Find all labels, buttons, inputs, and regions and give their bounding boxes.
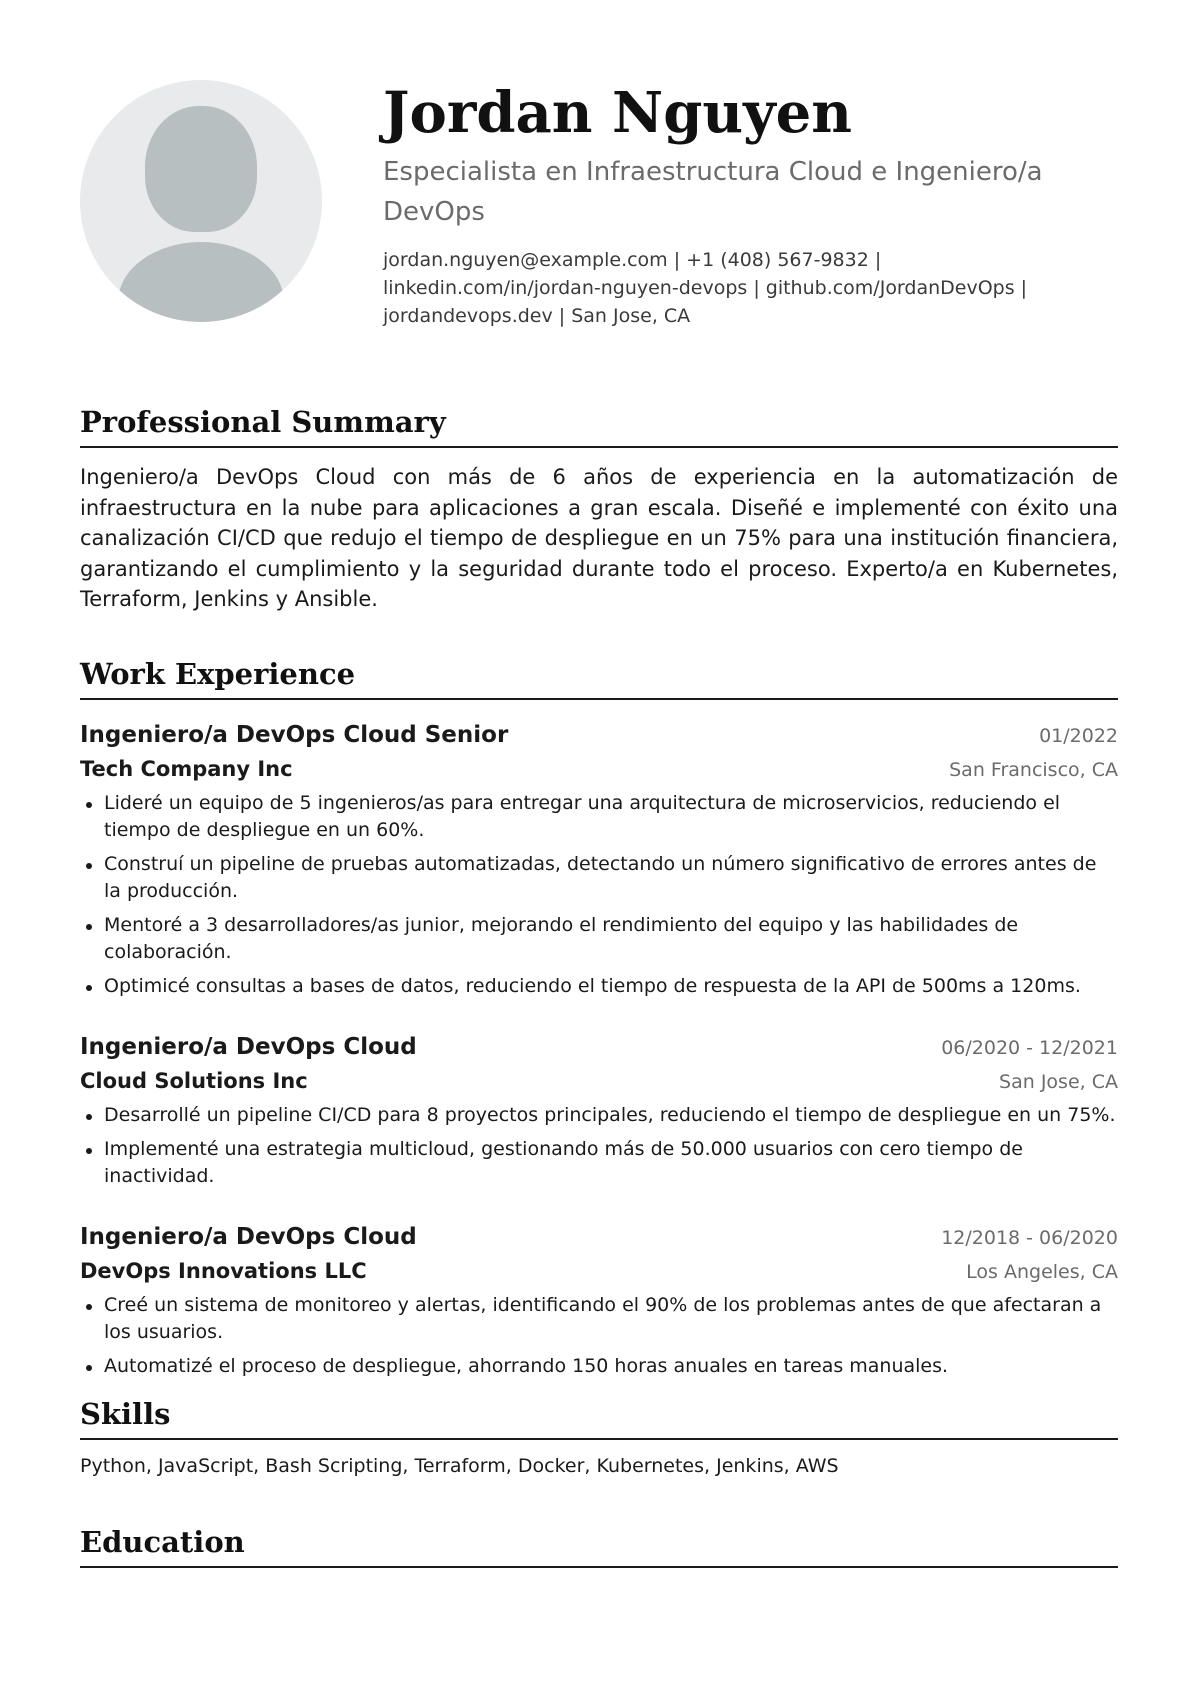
bullet-item: Lideré un equipo de 5 ingenieros/as para entregar una arquitectura de microservicios, reduciendo el tiempo de despliegue en un 60%. xyxy=(80,790,1118,844)
bullet-item: Desarrollé un pipeline CI/CD para 8 proyectos principales, reduciendo el tiempo de despliegue en un 75%. xyxy=(80,1102,1118,1129)
job-location: Los Angeles, CA xyxy=(966,1261,1118,1283)
job-entry xyxy=(80,1030,1118,1190)
job-location: San Jose, CA xyxy=(999,1071,1118,1093)
summary-text: Ingeniero/a DevOps Cloud con más de 6 años de experiencia en la automatización de infraestructura en la nube para aplicaciones a gran escala. Diseñé e implementé con éxito una canalización CI/CD que redujo el tiempo de despliegue en un 75% para una institución financiera, garantizando el cumplimiento y la seguridad durante todo el proceso. Experto/a en Kubernetes, Terraform, Jenkins y Ansible. xyxy=(80,465,1118,611)
contact-line: jordandevops.dev | San Jose, CA xyxy=(383,305,691,327)
avatar-head-shape xyxy=(145,106,257,232)
bullet-item: Automatizé el proceso de despliegue, ahorrando 150 horas anuales en tareas manuales. xyxy=(80,1353,1118,1380)
contact-line: jordan.nguyen@example.com | +1 (408) 567-9832 | xyxy=(383,249,882,271)
job-location: San Francisco, CA xyxy=(949,759,1118,781)
section-heading: Professional Summary xyxy=(80,402,1118,448)
summary-section xyxy=(80,402,1118,615)
bullet-item: Construí un pipeline de pruebas automatizadas, detectando un número significativo de errores antes de la producción. xyxy=(80,851,1118,905)
job-entry xyxy=(80,718,1118,1000)
job-title: Ingeniero/a DevOps Cloud Senior xyxy=(80,722,509,748)
skills-list: Python, JavaScript, Bash Scripting, Terraform, Docker, Kubernetes, Jenkins, AWS xyxy=(80,1455,839,1477)
skills-section xyxy=(80,1394,1118,1480)
bullet-item: Creé un sistema de monitoreo y alertas, identificando el 90% de los problemas antes de que afectaran a los usuarios. xyxy=(80,1292,1118,1346)
section-heading: Work Experience xyxy=(80,654,1118,700)
education-section xyxy=(80,1522,1118,1568)
job-bullets xyxy=(80,790,1118,1000)
contact-line: linkedin.com/in/jordan-nguyen-devops | github.com/JordanDevOps | xyxy=(383,277,1028,299)
bullet-item: Optimicé consultas a bases de datos, reduciendo el tiempo de respuesta de la API de 500ms a 120ms. xyxy=(80,973,1118,1000)
avatar-body-shape xyxy=(118,242,284,322)
company-name: Tech Company Inc xyxy=(80,757,293,781)
job-title: Ingeniero/a DevOps Cloud xyxy=(80,1224,417,1250)
job-date: 06/2020 - 12/2021 xyxy=(941,1037,1118,1059)
job-bullets xyxy=(80,1292,1118,1380)
bullet-item: Mentoré a 3 desarrolladores/as junior, mejorando el rendimiento del equipo y las habilidades de colaboración. xyxy=(80,912,1118,966)
job-entry xyxy=(80,1220,1118,1380)
company-name: Cloud Solutions Inc xyxy=(80,1069,308,1093)
candidate-name: Jordan Nguyen xyxy=(383,80,852,146)
experience-section xyxy=(80,654,1118,1387)
candidate-title: Especialista en Infraestructura Cloud e Ingeniero/a DevOps xyxy=(383,157,1043,227)
job-bullets xyxy=(80,1102,1118,1190)
section-heading: Skills xyxy=(80,1394,1118,1440)
resume-header xyxy=(383,78,1113,330)
company-name: DevOps Innovations LLC xyxy=(80,1259,367,1283)
job-date: 12/2018 - 06/2020 xyxy=(941,1227,1118,1249)
bullet-item: Implementé una estrategia multicloud, gestionando más de 50.000 usuarios con cero tiempo de inactividad. xyxy=(80,1136,1118,1190)
avatar-placeholder xyxy=(80,80,322,322)
job-title: Ingeniero/a DevOps Cloud xyxy=(80,1034,417,1060)
job-date: 01/2022 xyxy=(1039,725,1118,747)
contact-info xyxy=(383,246,1113,330)
section-heading: Education xyxy=(80,1522,1118,1568)
